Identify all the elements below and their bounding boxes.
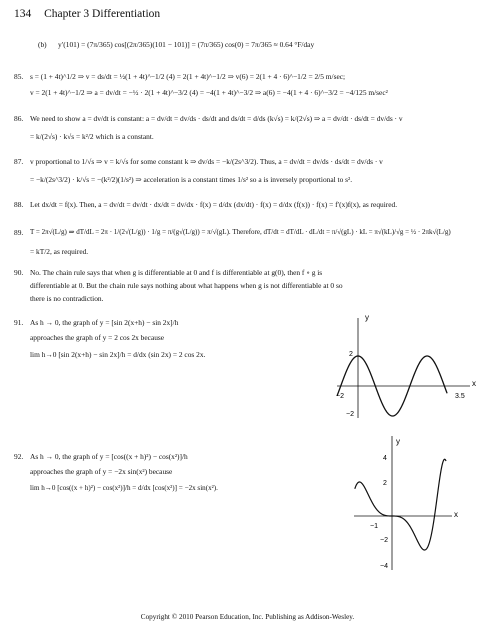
graph1-tick-neg2-x: −2: [336, 393, 344, 400]
problem-89-line-2: = kT/2, as required.: [30, 247, 89, 256]
problem-86-line-1: We need to show a = dv/dt is constant: a = dv/dt = dv/ds · ds/dt and ds/dt = d/ds (k√s) = k/(2√s) ⇒ a = dv/dt · ds/dt = dv/ds · v: [30, 114, 403, 123]
part-b-text: y′(101) = (7π/365) cos[(2π/365)(101 − 101)] = (7π/365) cos(0) = 7π/365 ≈ 0.64 °F/day: [58, 40, 315, 49]
problem-92-line-1: As h → 0, the graph of y = [cos((x + h)²) − cos(x²)]/h: [30, 452, 188, 461]
problem-90-line-3: there is no contradiction.: [30, 294, 104, 303]
problem-90-line-1: No. The chain rule says that when g is differentiable at 0 and f is differentiable at g(0), then f ∘ g is: [30, 268, 323, 277]
problem-92-line-3: lim h→0 [cos((x + h)²) − cos(x²)]/h = d/dx [cos(x²)] = −2x sin(x²).: [30, 484, 218, 492]
problem-91-line-1: As h → 0, the graph of y = [sin 2(x+h) − sin 2x]/h: [30, 318, 179, 327]
graph1-tick-3-5: 3.5: [455, 393, 465, 400]
problem-91-line-3: lim h→0 [sin 2(x+h) − sin 2x]/h = d/dx (sin 2x) = 2 cos 2x.: [30, 350, 206, 359]
problem-86-line-2: = k/(2√s) · k√s = k²/2 which is a constant.: [30, 132, 154, 141]
graph2-tick-neg4: −4: [380, 563, 388, 570]
problem-85-line-2: v = 2(1 + 4t)^−1/2 ⇒ a = dv/dt = −½ · 2(1 + 4t)^−3/2 (4) = −4(1 + 4t)^−3/2 ⇒ a(6) = −4(1 + 4 · 6)^−3/2 = −4/125 m/sec²: [30, 88, 388, 97]
problem-90-line-2: differentiable at 0. But the chain rule says nothing about what happens when g is not differentiable at 0 so: [30, 281, 343, 290]
page-header: [14, 8, 160, 20]
graph-neg2x-sin-x2: [352, 432, 462, 572]
problem-92-line-2: approaches the graph of y = −2x sin(x²) because: [30, 467, 173, 476]
problem-91-number: 91.: [14, 318, 24, 327]
graph2-tick-2: 2: [383, 480, 387, 487]
graph2-tick-neg1: −1: [370, 523, 378, 530]
graph2-tick-4: 4: [383, 455, 387, 462]
problem-90-number: 90.: [14, 268, 24, 277]
problem-89-number: 89.: [14, 228, 24, 237]
problem-92-number: 92.: [14, 452, 24, 461]
problem-85-line-1: s = (1 + 4t)^1/2 ⇒ v = ds/dt = ½(1 + 4t)^−1/2 (4) = 2(1 + 4t)^−1/2 ⇒ v(6) = 2(1 + 4 · 6)^−1/2 = 2/5 m/sec;: [30, 72, 346, 81]
graph1-tick-neg2-y: −2: [346, 411, 354, 418]
problem-87-number: 87.: [14, 157, 24, 166]
graph1-x-label: x: [472, 379, 476, 388]
copyright-footer: Copyright © 2010 Pearson Education, Inc. Publishing as Addison-Wesley.: [140, 613, 355, 621]
page-number: 134: [14, 8, 32, 20]
problem-86-number: 86.: [14, 114, 24, 123]
problem-87-line-1: v proportional to 1/√s ⇒ v = k/√s for some constant k ⇒ dv/ds = −k/(2s^3/2). Thus, a = dv/dt = dv/ds · ds/dt = dv/ds · v: [30, 157, 383, 166]
problem-87-line-2: = −k/(2s^3/2) · k/√s = −(k²/2)(1/s²) ⇒ acceleration is a constant times 1/s² so a is inversely proportional to s².: [30, 175, 353, 184]
problem-88-line-1: Let dx/dt = f(x). Then, a = dv/dt = dv/dt · dx/dt = dv/dx · f(x) = d/dx (dx/dt) · f(x) = d/dx (f(x)) · f(x) = f′(x)f(x), as required.: [30, 200, 398, 209]
graph2-x-label: x: [454, 510, 458, 519]
part-b-label: (b): [38, 40, 47, 49]
problem-91-line-2: approaches the graph of y = 2 cos 2x because: [30, 333, 165, 342]
problem-89-line-1: T = 2π√(L/g) ⇒ dT/dL = 2π · 1/(2√(L/g)) · 1/g = π/(g√(L/g)) = π/√(gL). Therefore, dT/dt = dT/dL · dL/dt = π/√(gL) · kL = π√(kL)/√g = ½ · 2πk√(L/g): [30, 228, 451, 236]
problem-88-number: 88.: [14, 200, 24, 209]
graph1-tick-2: 2: [349, 351, 353, 358]
chapter-title: Chapter 3 Differentiation: [44, 8, 161, 20]
graph2-y-label: y: [396, 437, 400, 446]
problem-85-number: 85.: [14, 72, 24, 81]
graph2-tick-neg2: −2: [380, 537, 388, 544]
graph2-curve: [355, 459, 446, 550]
graph1-y-label: y: [365, 313, 369, 322]
graph-2cos2x: [332, 308, 482, 426]
